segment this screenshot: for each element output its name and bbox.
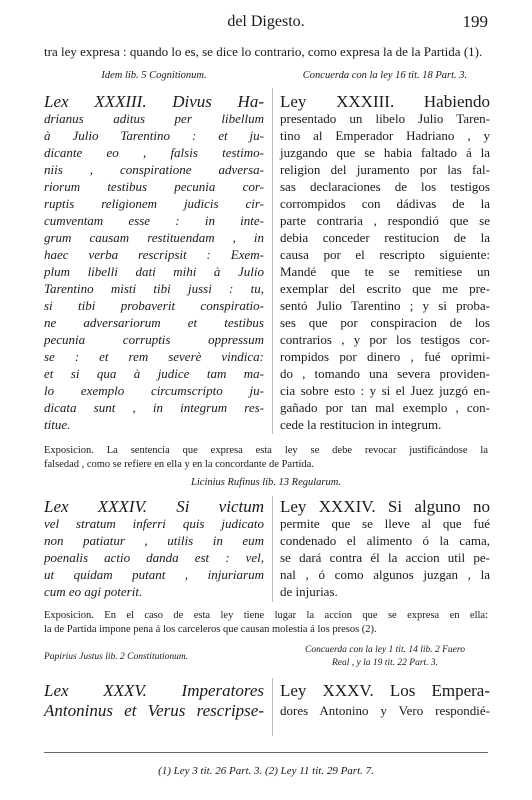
law33-latin-line: si tibi probaverit conspiratio- — [44, 298, 264, 313]
law33-latin-line: à Julio Tarentino : et ju- — [44, 128, 264, 143]
law34-latin-line: non patiatur , utilis in eum — [44, 533, 264, 548]
law33-spanish-line: sentó Julio Tarentino ; y si proba- — [280, 298, 490, 313]
law35-spanish-line: Ley XXXV. Los Empera- — [280, 681, 490, 700]
law33-latin-line: grum causam restituendam , in — [44, 230, 264, 245]
law33-spanish-line: rompidos por dinero , fué oprimi- — [280, 349, 490, 364]
law33-latin-line: pecunia corruptis oppressum — [44, 332, 264, 347]
law33-latin-line: haec verba rescripsit : Exem- — [44, 247, 264, 262]
law35-spanish-line: dores Antonino y Vero respondié- — [280, 703, 490, 718]
law33-latin-line: drianus aditus per libellum — [44, 111, 264, 126]
footnotes: (1) Ley 3 tit. 26 Part. 3. (2) Ley 11 tit. 29 Part. 7. — [158, 765, 374, 777]
law35-latin-line: Lex XXXV. Imperatores — [44, 681, 264, 700]
column-separator — [272, 88, 273, 434]
column-separator — [272, 496, 273, 602]
law34-latin-line: ut quidam putant , injuriarum — [44, 567, 264, 582]
law33-latin-line: se : et rem severè vindica: — [44, 349, 264, 364]
law33-spanish-line: cede la restitucion in integrum. — [280, 417, 442, 432]
law33-latin-line: riorum testibus pecunia cor- — [44, 179, 264, 194]
law33-spanish-line: contrarios , y por los testigos cor- — [280, 332, 490, 347]
intro-line: tra ley expresa : quando lo es, se dice lo contrario, como expresa la de la Partida (1). — [44, 44, 483, 59]
law34-spanish-line: nal , ó como algunos juzgan , la — [280, 567, 490, 582]
law33-latin-line: niis , conspiratione adversa- — [44, 162, 264, 177]
law33-latin-line: cumventam esse : in inte- — [44, 213, 264, 228]
footnote-rule — [44, 752, 488, 753]
law33-spanish-line: juzgando que se habia faltado á la — [280, 145, 490, 160]
law34-spanish-line: condenado el alimento ó la cama, — [280, 533, 490, 548]
law33-spanish-line: parte contraria , respondió que se — [280, 213, 490, 228]
law33-source-left: Idem lib. 5 Cognitionum. — [101, 70, 207, 81]
law34-latin-line: vel stratum inferri quis judicato — [44, 516, 264, 531]
law33-spanish-line: presentado un libelo Julio Taren- — [280, 111, 490, 126]
law34-latin-line: cum eo agi poterit. — [44, 584, 143, 599]
law33-latin-line: plum libelli dati mihi à Julio — [44, 264, 264, 279]
law35-latin-line: Antoninus et Verus rescripse- — [44, 701, 264, 720]
law34-spanish-line: Ley XXXIV. Si alguno no — [280, 497, 490, 516]
page-number: 199 — [462, 12, 488, 31]
law33-latin-line: ne adversariorum et testibus — [44, 315, 264, 330]
law33-spanish-line: cia sobre esto : y si el Juez juzgó en- — [280, 383, 490, 398]
exposition-line: la de Partida impone pena á los carceleros que causan molestia á los presos (2). — [44, 624, 377, 635]
law33-latin-line: lo exemplo circumscripto ju- — [44, 383, 264, 398]
law34-spanish-line: permite que se lleve al que fué — [280, 516, 490, 531]
law33-spanish-line: sas declaraciones de los testigos — [280, 179, 490, 194]
law34-latin-line: Lex XXXIV. Si victum — [44, 497, 264, 516]
law33-spanish-line: debia conceder restitucion de la — [280, 230, 490, 245]
law33-spanish-line: Mandé que te se remitiese un — [280, 264, 490, 279]
column-separator — [272, 678, 273, 736]
law35-source-right-line: Concuerda con la ley 1 tit. 14 lib. 2 Fuero — [305, 645, 465, 655]
law33-spanish-line: gañado por tan mal exemplo , con- — [280, 400, 490, 415]
law33-latin-line: Lex XXXIII. Divus Ha- — [44, 92, 264, 111]
law33-latin-line: ruptis religionem judicis cir- — [44, 196, 264, 211]
law33-spanish-line: religion del juramento por las fal- — [280, 162, 490, 177]
law33-spanish-line: exemplar del escrito que me pre- — [280, 281, 490, 296]
law33-spanish-line: ses que por conspiracion de los — [280, 315, 490, 330]
exposition-line: Exposicion. En el caso de esta ley tiene lugar la accion que se expresa en ella: — [44, 610, 488, 621]
law33-spanish-line: causa por el rescripto siguiente: — [280, 247, 490, 262]
exposition-line: Exposicion. La sentencia que expresa esta ley se debe revocar justificándose la — [44, 445, 488, 456]
law33-spanish-line: Ley XXXIII. Habiendo — [280, 92, 490, 111]
running-header-title: del Digesto. — [227, 13, 305, 30]
exposition-line: falsedad , como se refiere en ella y en la concordante de Partida. — [44, 459, 314, 470]
law33-source-right: Concuerda con la ley 16 tit. 18 Part. 3. — [302, 70, 468, 81]
law33-latin-line: dicata sunt , in integrum res- — [44, 400, 264, 415]
law34-spanish-line: de injurias. — [280, 584, 338, 599]
law34-spanish-line: se dará contra él la accion util pe- — [280, 550, 490, 565]
law33-latin-line: Tarentino misti tibi jussi : tu, — [44, 281, 264, 296]
law33-spanish-line: do , tomando una severa providen- — [280, 366, 490, 381]
law33-latin-line: titue. — [44, 417, 71, 432]
law33-spanish-line: tino al Emperador Hadriano , y — [280, 128, 490, 143]
law33-latin-line: et si qua à judice tam ma- — [44, 366, 264, 381]
law35-source-right-line: Real , y la 19 tit. 22 Part. 3. — [331, 658, 439, 668]
law34-source: Licinius Rufinus lib. 13 Regularum. — [191, 477, 341, 488]
law33-latin-line: dicante eo , falsis testimo- — [44, 145, 264, 160]
law33-spanish-line: corrompidos con dádivas de la — [280, 196, 490, 211]
law34-latin-line: poenalis actio danda est : vel, — [44, 550, 264, 565]
law35-source-left: Papirius Justus lib. 2 Constitutionum. — [44, 652, 189, 662]
